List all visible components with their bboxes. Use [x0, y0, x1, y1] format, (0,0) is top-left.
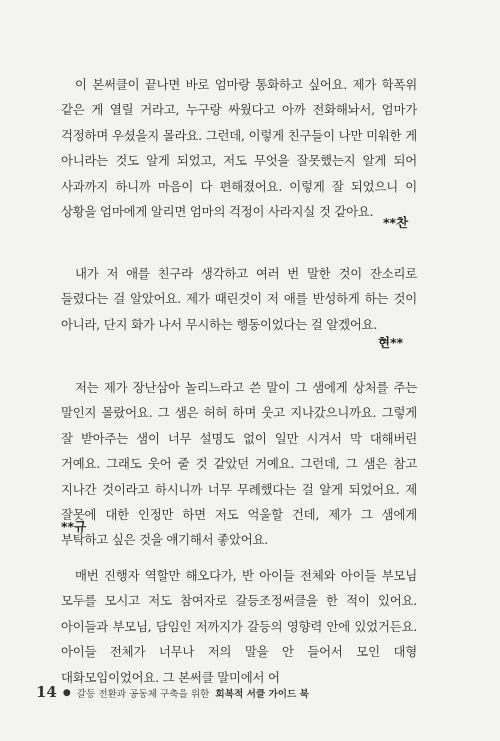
- bullet-icon: ●: [62, 688, 71, 698]
- paragraph-text: 내가 저 애를 친구라 생각하고 여러 번 말한 것이 잔소리로 들렸다는 걸 알았어요. 제가 때린것이 저 애를 반성하게 하는 것이 아니라, 단지 화가 나서 무시하는 행동이었다는 걸 알겠어요.: [61, 266, 417, 332]
- paragraph-4: [61, 563, 417, 690]
- signature-hyeon: 현**: [378, 335, 404, 350]
- paragraph-text: 이 본써클이 끝나면 바로 엄마랑 통화하고 싶어요. 제가 학폭위 같은 게 열릴 거라고, 누구랑 싸웠다고 아까 전화해놔서, 엄마가 걱정하며 우셨을지 몰라요. 그런데, 이렇게 친구들이 나만 미워한 게 아니라는 것도 알게 되었고, 저도 무엇을 잘못했는지 알게 되어 사과까지 하니까 마음이 다 편해졌어요. 이렇게 잘 되었으니 이 상황을 엄마에게 알리면 엄마의 걱정이 사라지실 것 같아요.: [61, 77, 417, 220]
- signature-chan: **찬: [383, 215, 409, 230]
- paragraph-1: [61, 72, 417, 224]
- paragraph-text: 매번 진행자 역할만 해오다가, 반 아이들 전체와 아이들 부모님 모두를 모시고 저도 참여자로 갈등조정써클을 한 적이 있어요. 아이들과 부모님, 담임인 저까지가 갈등의 영향력 안에 있었거든요. 아이들 전체가 너무나 저의 말을 안 들어서 모인 대형 대화모임이었어요. 그 본써클 말미에서 어: [61, 568, 417, 685]
- signature-gyu: **규: [61, 519, 87, 534]
- page-footer: [36, 683, 309, 701]
- paragraph-3: [61, 375, 417, 553]
- paragraph-2: [61, 261, 417, 337]
- book-title: 회복적 서클 가이드 북: [215, 689, 309, 700]
- paragraph-text: 저는 제가 장난삼아 놀리느라고 쓴 말이 그 샘에게 상처를 주는 말인지 몰랐어요. 그 샘은 허허 하며 웃고 지나갔으니까요. 그렇게 잘 받아주는 샘이 너무 설명도 없이 일만 시겨서 막 대해버린 거예요. 그래도 웃어 줄 것 같았던 거예요. 그런데, 그 샘은 참고 지나간 것이라고 하시니까 너무 무례했다는 걸 알게 되었어요. 제 잘못에 대한 인정만 하면 저도 억울할 건데, 제가 그 샘에게 부탁하고 싶은 것을 얘기해서 좋았어요.: [61, 380, 417, 548]
- page-number: 14: [36, 683, 57, 701]
- book-subtitle: 갈등 전환과 공동체 구축을 위한: [76, 689, 210, 700]
